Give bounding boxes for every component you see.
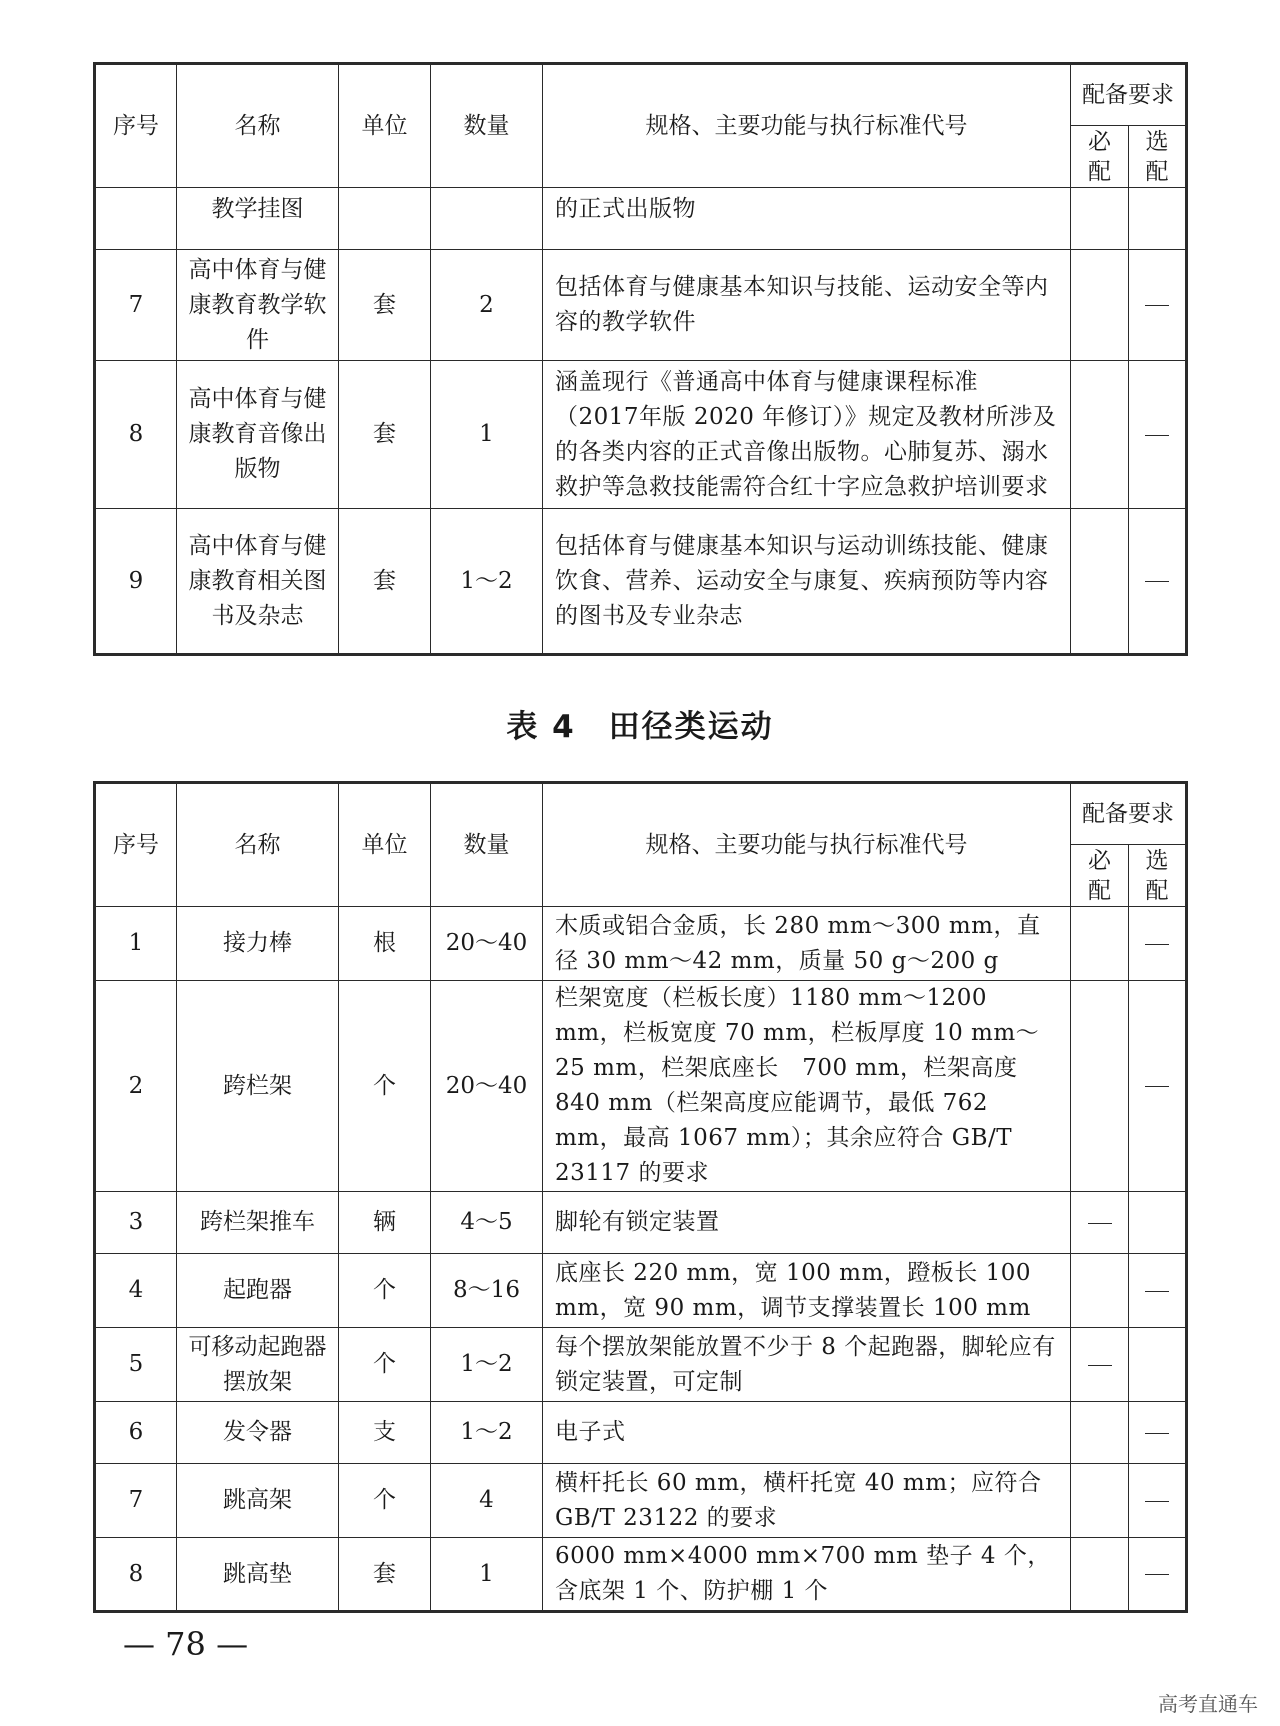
cell-unit: 支 [339, 1402, 431, 1464]
equipment-table-continued [93, 62, 1188, 656]
cell-optional [1129, 188, 1187, 250]
cell-name: 可移动起跑器摆放架 [177, 1328, 339, 1402]
cell-seq: 8 [95, 1538, 177, 1612]
cell-optional [1129, 509, 1187, 655]
header-spec: 规格、主要功能与执行标准代号 [543, 64, 1071, 188]
cell-spec: 的正式出版物 [543, 188, 1071, 250]
header-name: 名称 [177, 783, 339, 907]
table-row [95, 509, 1187, 655]
cell-seq: 7 [95, 1464, 177, 1538]
cell-must [1071, 1192, 1129, 1254]
dash-mark [1145, 581, 1169, 582]
cell-name: 高中体育与健康教育音像出版物 [177, 361, 339, 509]
cell-qty: 1 [431, 361, 543, 509]
table-title: 表 4 田径类运动 [506, 709, 774, 745]
table-row [95, 188, 1187, 250]
header-qty: 数量 [431, 64, 543, 188]
cell-spec: 底座长 220 mm，宽 100 mm，蹬板长 100 mm，宽 90 mm，调节支撑装置长 100 mm [543, 1254, 1071, 1328]
cell-optional [1129, 361, 1187, 509]
table-row [95, 1192, 1187, 1254]
header-seq: 序号 [95, 783, 177, 907]
cell-qty: 2 [431, 250, 543, 361]
cell-name: 跨栏架推车 [177, 1192, 339, 1254]
cell-spec: 木质或铝合金质，长 280 mm～300 mm，直径 30 mm～42 mm，质量 50 g～200 g [543, 907, 1071, 981]
cell-spec: 横杆托长 60 mm，横杆托宽 40 mm；应符合 GB/T 23122 的要求 [543, 1464, 1071, 1538]
cell-qty: 1 [431, 1538, 543, 1612]
cell-seq: 2 [95, 981, 177, 1192]
cell-must [1071, 188, 1129, 250]
header-req: 配备要求 [1071, 64, 1187, 126]
table-row [95, 981, 1187, 1192]
table-row [95, 1538, 1187, 1612]
table-row [95, 250, 1187, 361]
cell-seq: 4 [95, 1254, 177, 1328]
cell-spec: 每个摆放架能放置不少于 8 个起跑器，脚轮应有锁定装置，可定制 [543, 1328, 1071, 1402]
cell-qty: 20～40 [431, 907, 543, 981]
dash-mark [1145, 1291, 1169, 1292]
cell-unit [339, 188, 431, 250]
dash-mark [1145, 305, 1169, 306]
cell-unit: 辆 [339, 1192, 431, 1254]
page-number: — 78 — [123, 1625, 249, 1663]
cell-name: 跳高垫 [177, 1538, 339, 1612]
cell-spec: 包括体育与健康基本知识与运动训练技能、健康饮食、营养、运动安全与康复、疾病预防等内容的图书及专业杂志 [543, 509, 1071, 655]
cell-qty: 4 [431, 1464, 543, 1538]
cell-name: 接力棒 [177, 907, 339, 981]
cell-qty: 1～2 [431, 1402, 543, 1464]
cell-optional [1129, 1464, 1187, 1538]
cell-unit: 套 [339, 250, 431, 361]
cell-seq: 6 [95, 1402, 177, 1464]
cell-spec: 6000 mm×4000 mm×700 mm 垫子 4 个，含底架 1 个、防护棚 1 个 [543, 1538, 1071, 1612]
cell-qty: 1～2 [431, 509, 543, 655]
cell-spec: 电子式 [543, 1402, 1071, 1464]
cell-optional [1129, 907, 1187, 981]
cell-qty [431, 188, 543, 250]
cell-optional [1129, 1192, 1187, 1254]
header-seq: 序号 [95, 64, 177, 188]
header-name: 名称 [177, 64, 339, 188]
cell-must [1071, 361, 1129, 509]
cell-spec: 栏架宽度（栏板长度）1180 mm～1200 mm，栏板宽度 70 mm，栏板厚度 10 mm～25 mm，栏架底座长 700 mm，栏架高度 840 mm（栏架高度应能调节，最低 762 mm，最高 1067 mm）；其余应符合 GB/T 23117 的要求 [543, 981, 1071, 1192]
cell-optional [1129, 1254, 1187, 1328]
cell-must [1071, 1254, 1129, 1328]
cell-must [1071, 1464, 1129, 1538]
cell-must [1071, 907, 1129, 981]
dash-mark [1088, 1365, 1112, 1366]
cell-unit: 个 [339, 981, 431, 1192]
cell-optional [1129, 1328, 1187, 1402]
table-row [95, 1328, 1187, 1402]
cell-name: 跨栏架 [177, 981, 339, 1192]
dash-mark [1145, 1433, 1169, 1434]
cell-spec: 包括体育与健康基本知识与技能、运动安全等内容的教学软件 [543, 250, 1071, 361]
cell-name: 教学挂图 [177, 188, 339, 250]
cell-must [1071, 250, 1129, 361]
cell-unit: 个 [339, 1254, 431, 1328]
watermark: 高考直通车 [1158, 1692, 1258, 1716]
cell-must [1071, 509, 1129, 655]
cell-qty: 20～40 [431, 981, 543, 1192]
dash-mark [1145, 1501, 1169, 1502]
cell-must [1071, 1538, 1129, 1612]
cell-unit: 根 [339, 907, 431, 981]
header-req-optional: 选配 [1129, 126, 1187, 188]
cell-must [1071, 1328, 1129, 1402]
cell-unit: 个 [339, 1328, 431, 1402]
cell-qty: 1～2 [431, 1328, 543, 1402]
cell-seq: 8 [95, 361, 177, 509]
cell-unit: 个 [339, 1464, 431, 1538]
cell-optional [1129, 250, 1187, 361]
cell-seq: 1 [95, 907, 177, 981]
table-row [95, 361, 1187, 509]
cell-qty: 4～5 [431, 1192, 543, 1254]
cell-spec: 脚轮有锁定装置 [543, 1192, 1071, 1254]
dash-mark [1088, 1223, 1112, 1224]
cell-must [1071, 981, 1129, 1192]
dash-mark [1145, 1574, 1169, 1575]
cell-optional [1129, 1538, 1187, 1612]
cell-seq [95, 188, 177, 250]
cell-unit: 套 [339, 361, 431, 509]
cell-unit: 套 [339, 509, 431, 655]
header-spec: 规格、主要功能与执行标准代号 [543, 783, 1071, 907]
cell-name: 高中体育与健康教育教学软件 [177, 250, 339, 361]
header-req-must: 必配 [1071, 126, 1129, 188]
cell-seq: 5 [95, 1328, 177, 1402]
cell-seq: 9 [95, 509, 177, 655]
cell-seq: 3 [95, 1192, 177, 1254]
cell-name: 高中体育与健康教育相关图书及杂志 [177, 509, 339, 655]
cell-name: 发令器 [177, 1402, 339, 1464]
dash-mark [1145, 944, 1169, 945]
header-qty: 数量 [431, 783, 543, 907]
header-req: 配备要求 [1071, 783, 1187, 845]
track-and-field-table [93, 781, 1188, 1613]
table-row [95, 1402, 1187, 1464]
table-row [95, 1254, 1187, 1328]
header-req-must: 必配 [1071, 845, 1129, 907]
cell-name: 起跑器 [177, 1254, 339, 1328]
dash-mark [1145, 1086, 1169, 1087]
cell-optional [1129, 1402, 1187, 1464]
dash-mark [1145, 435, 1169, 436]
table-row [95, 1464, 1187, 1538]
table-row [95, 907, 1187, 981]
cell-name: 跳高架 [177, 1464, 339, 1538]
header-req-optional: 选配 [1129, 845, 1187, 907]
cell-unit: 套 [339, 1538, 431, 1612]
cell-must [1071, 1402, 1129, 1464]
header-unit: 单位 [339, 783, 431, 907]
cell-optional [1129, 981, 1187, 1192]
cell-seq: 7 [95, 250, 177, 361]
cell-spec: 涵盖现行《普通高中体育与健康课程标准（2017年版 2020 年修订）》规定及教材所涉及的各类内容的正式音像出版物。心肺复苏、溺水救护等急救技能需符合红十字应急救护培训要求 [543, 361, 1071, 509]
header-unit: 单位 [339, 64, 431, 188]
cell-qty: 8～16 [431, 1254, 543, 1328]
